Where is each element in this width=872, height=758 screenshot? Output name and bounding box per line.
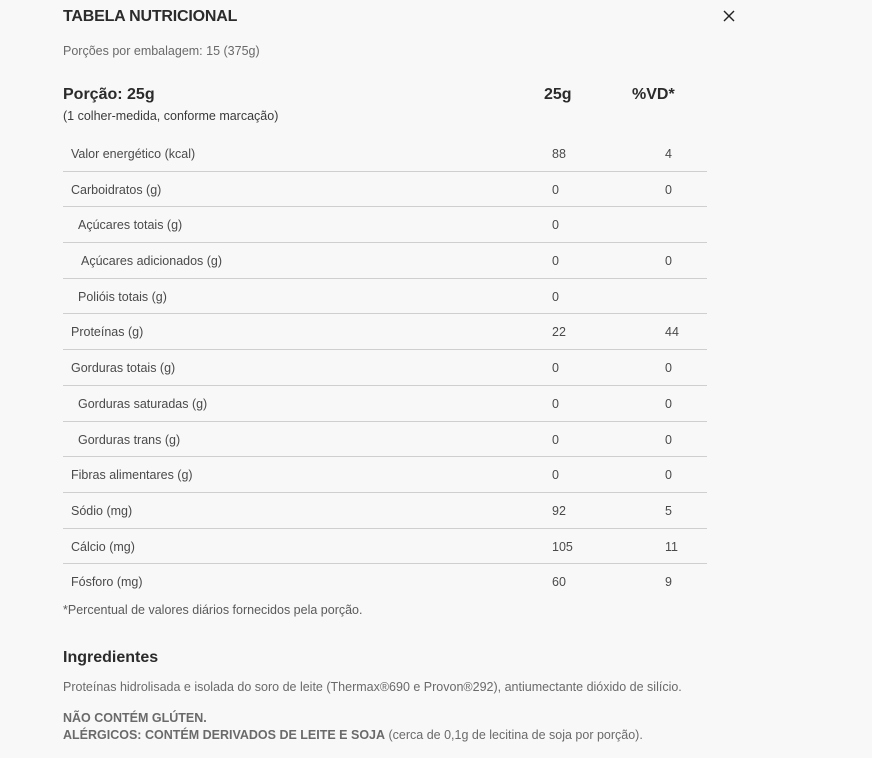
- servings-per-package: Porções por embalagem: 15 (375g): [63, 44, 260, 58]
- table-row: [63, 564, 707, 599]
- nutrient-dv: 0: [665, 254, 672, 269]
- table-row: [63, 457, 707, 493]
- table-row: [63, 350, 707, 386]
- nutrient-amount: 0: [552, 254, 559, 269]
- column-header-amount: 25g: [544, 86, 572, 103]
- nutrient-name: Gorduras trans (g): [78, 432, 181, 447]
- table-row: [63, 386, 707, 422]
- nutrient-name: Proteínas (g): [71, 325, 144, 340]
- close-icon: [718, 5, 740, 27]
- nutrient-name: Carboidratos (g): [71, 182, 162, 197]
- nutrient-amount: 105: [552, 539, 573, 554]
- nutrient-dv: 4: [665, 147, 672, 161]
- nutrient-name: Fósforo (mg): [71, 575, 143, 590]
- nutrient-dv: 0: [665, 182, 672, 197]
- nutrient-amount: 22: [552, 325, 566, 340]
- nutrient-amount: 0: [552, 182, 559, 197]
- table-row: [63, 529, 707, 565]
- table-row: [63, 136, 707, 172]
- nutrient-amount: 0: [552, 361, 559, 376]
- portion-header: [63, 86, 707, 130]
- allergens-detail: (cerca de 0,1g de lecitina de soja por porção).: [385, 728, 643, 742]
- nutrient-amount: 92: [552, 503, 566, 518]
- nutrient-dv: 5: [665, 503, 672, 518]
- nutrient-dv: 0: [665, 361, 672, 376]
- nutrient-name: Cálcio (mg): [71, 539, 135, 554]
- nutrient-name: Sódio (mg): [71, 503, 133, 518]
- nutrient-amount: 88: [552, 147, 566, 161]
- nutrient-amount: 60: [552, 575, 566, 590]
- nutrient-name: Açúcares adicionados (g): [81, 254, 223, 269]
- table-row: [63, 279, 707, 315]
- table-row: [63, 493, 707, 529]
- portion-note: (1 colher-medida, conforme marcação): [63, 109, 279, 123]
- nutrient-dv: 9: [665, 575, 672, 590]
- table-row: [63, 172, 707, 208]
- nutrient-name: Polióis totais (g): [78, 289, 167, 304]
- nutrient-name: Açúcares totais (g): [78, 218, 183, 233]
- ingredients-title: Ingredientes: [63, 649, 159, 666]
- nutrient-dv: 44: [665, 325, 679, 340]
- allergens-bold: ALÉRGICOS: CONTÉM DERIVADOS DE LEITE E SOJA: [63, 728, 386, 742]
- table-row: [63, 207, 707, 243]
- nutrient-name: Gorduras saturadas (g): [78, 396, 208, 411]
- nutrient-amount: 0: [552, 396, 559, 411]
- close-button[interactable]: [718, 5, 740, 27]
- ingredients-text: Proteínas hidrolisada e isolada do soro de leite (Thermax®690 e Provon®292), antiumectante dióxido de silício.: [63, 680, 682, 694]
- nutrient-dv: 0: [665, 468, 672, 483]
- nutrient-dv: 0: [665, 396, 672, 411]
- gluten-warning: NÃO CONTÉM GLÚTEN.: [63, 711, 207, 725]
- allergens-warning: [63, 728, 643, 742]
- portion-label: Porção: 25g: [63, 86, 155, 103]
- table-row: [63, 422, 707, 458]
- nutrient-amount: 0: [552, 218, 559, 233]
- nutrient-amount: 0: [552, 432, 559, 447]
- nutrient-name: Fibras alimentares (g): [71, 468, 193, 483]
- nutrient-name: Valor energético (kcal): [71, 147, 196, 161]
- table-row: [63, 314, 707, 350]
- nutrient-name: Gorduras totais (g): [71, 361, 176, 376]
- nutrient-dv: 11: [665, 539, 678, 554]
- nutrition-table: [63, 136, 707, 599]
- table-row: [63, 243, 707, 279]
- nutrient-amount: 0: [552, 289, 559, 304]
- footnote: *Percentual de valores diários fornecidos pela porção.: [63, 603, 363, 617]
- column-header-dv: %VD*: [632, 86, 675, 103]
- nutrient-amount: 0: [552, 468, 559, 483]
- nutrition-title: TABELA NUTRICIONAL: [63, 8, 238, 25]
- nutrient-dv: 0: [665, 432, 672, 447]
